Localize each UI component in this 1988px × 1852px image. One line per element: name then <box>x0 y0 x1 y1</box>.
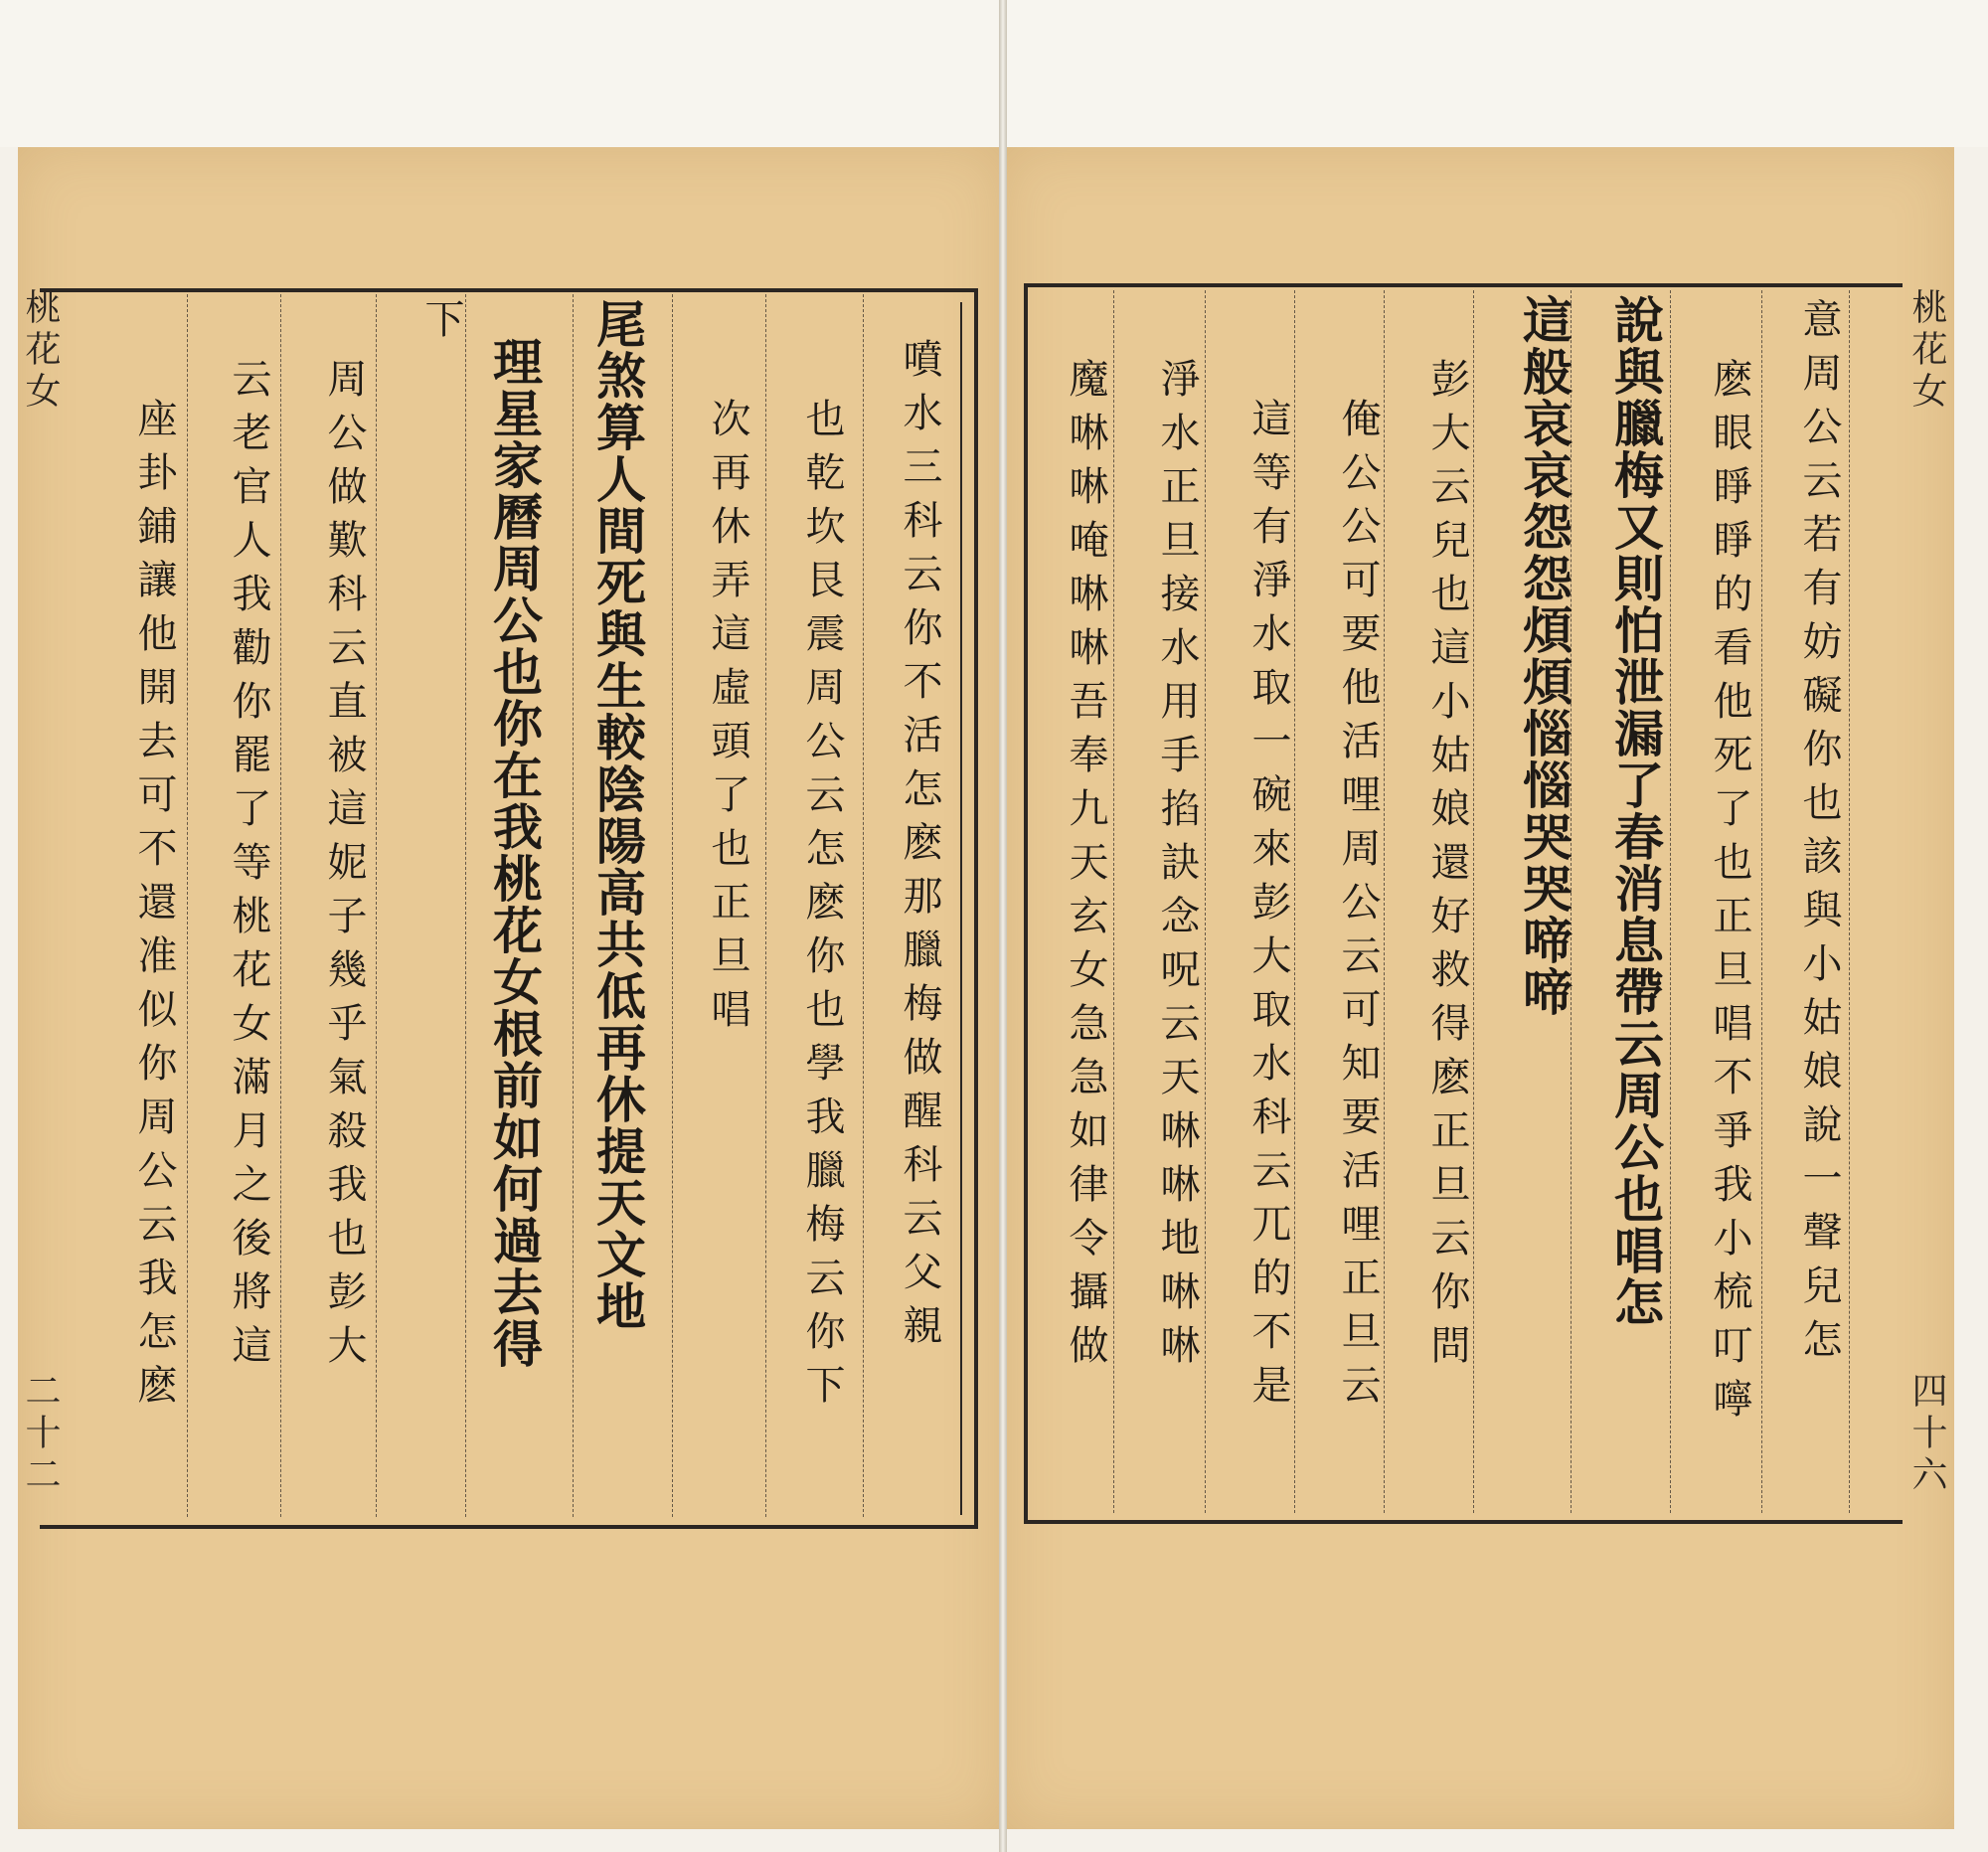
column-rule <box>765 294 766 1517</box>
text-column: 俺公公可要他活哩周公云可知要活哩正旦云 <box>1335 398 1381 1418</box>
top-margin <box>0 0 1988 147</box>
text-column: 次再休弄這虛頭了也正旦唱 <box>705 398 750 1042</box>
left-margin-title: 桃花女 <box>20 288 61 414</box>
text-column: 淨水正旦接水用手掐訣念呪云天啉啉地啉啉 <box>1154 358 1200 1378</box>
left-margin-folio: 二十二 <box>20 1372 61 1497</box>
text-column: 噴水三科云你不活怎麽那臘梅做醒科云父親 <box>897 338 942 1358</box>
column-rule <box>1473 290 1474 1513</box>
column-rule <box>1113 290 1114 1513</box>
column-rule <box>672 294 673 1517</box>
text-column: 也乾坎艮震周公云怎麽你也學我臘梅云你下 <box>799 398 845 1418</box>
column-rule <box>573 294 574 1517</box>
text-column: 下 <box>418 298 464 352</box>
column-rule <box>280 294 281 1517</box>
text-column: 云老官人我勸你罷了等桃花女滿月之後將這 <box>226 358 271 1378</box>
column-rule <box>1849 290 1850 1513</box>
text-column: 意周公云若有妨礙你也該與小姑娘說一聲兒怎 <box>1796 298 1842 1372</box>
column-rule <box>1205 290 1206 1513</box>
text-column: 麽眼睜睜的看他死了也正旦唱不爭我小梳叮嚀 <box>1707 358 1752 1431</box>
text-column: 周公做歎科云直被這妮子幾乎氣殺我也彭大 <box>321 358 367 1378</box>
right-margin-title: 桃花女 <box>1906 288 1947 414</box>
column-rule <box>465 294 466 1517</box>
column-rule <box>863 294 864 1517</box>
column-rule <box>1294 290 1295 1513</box>
text-column: 座卦鋪讓他開去可不還准似你周公云我怎麽 <box>131 398 177 1418</box>
column-rule <box>1670 290 1671 1513</box>
text-column: 這等有淨水取一碗來彭大取水科云兀的不是 <box>1245 398 1291 1418</box>
text-column: 這般哀哀怨怨煩煩惱惱哭哭啼啼 <box>1515 294 1574 1018</box>
column-rule <box>376 294 377 1517</box>
text-column: 說與臘梅又則怕泄漏了春消息帶云周公也唱怎 <box>1606 294 1665 1328</box>
text-column: 理星家曆周公也你在我桃花女根前如何過去得 <box>485 336 544 1370</box>
right-margin-folio: 四十六 <box>1906 1372 1947 1497</box>
text-column: 魔啉啉唵啉啉吾奉九天玄女急急如律令攝做 <box>1063 358 1108 1378</box>
book-gutter <box>999 0 1007 1852</box>
column-rule <box>1384 290 1385 1513</box>
text-column: 彭大云兒也這小姑娘還好救得麽正旦云你問 <box>1424 358 1470 1378</box>
column-rule <box>187 294 188 1517</box>
text-column: 尾煞算人間死與生較陰陽高共低再休提天文地 <box>588 298 647 1332</box>
column-rule <box>1761 290 1762 1513</box>
